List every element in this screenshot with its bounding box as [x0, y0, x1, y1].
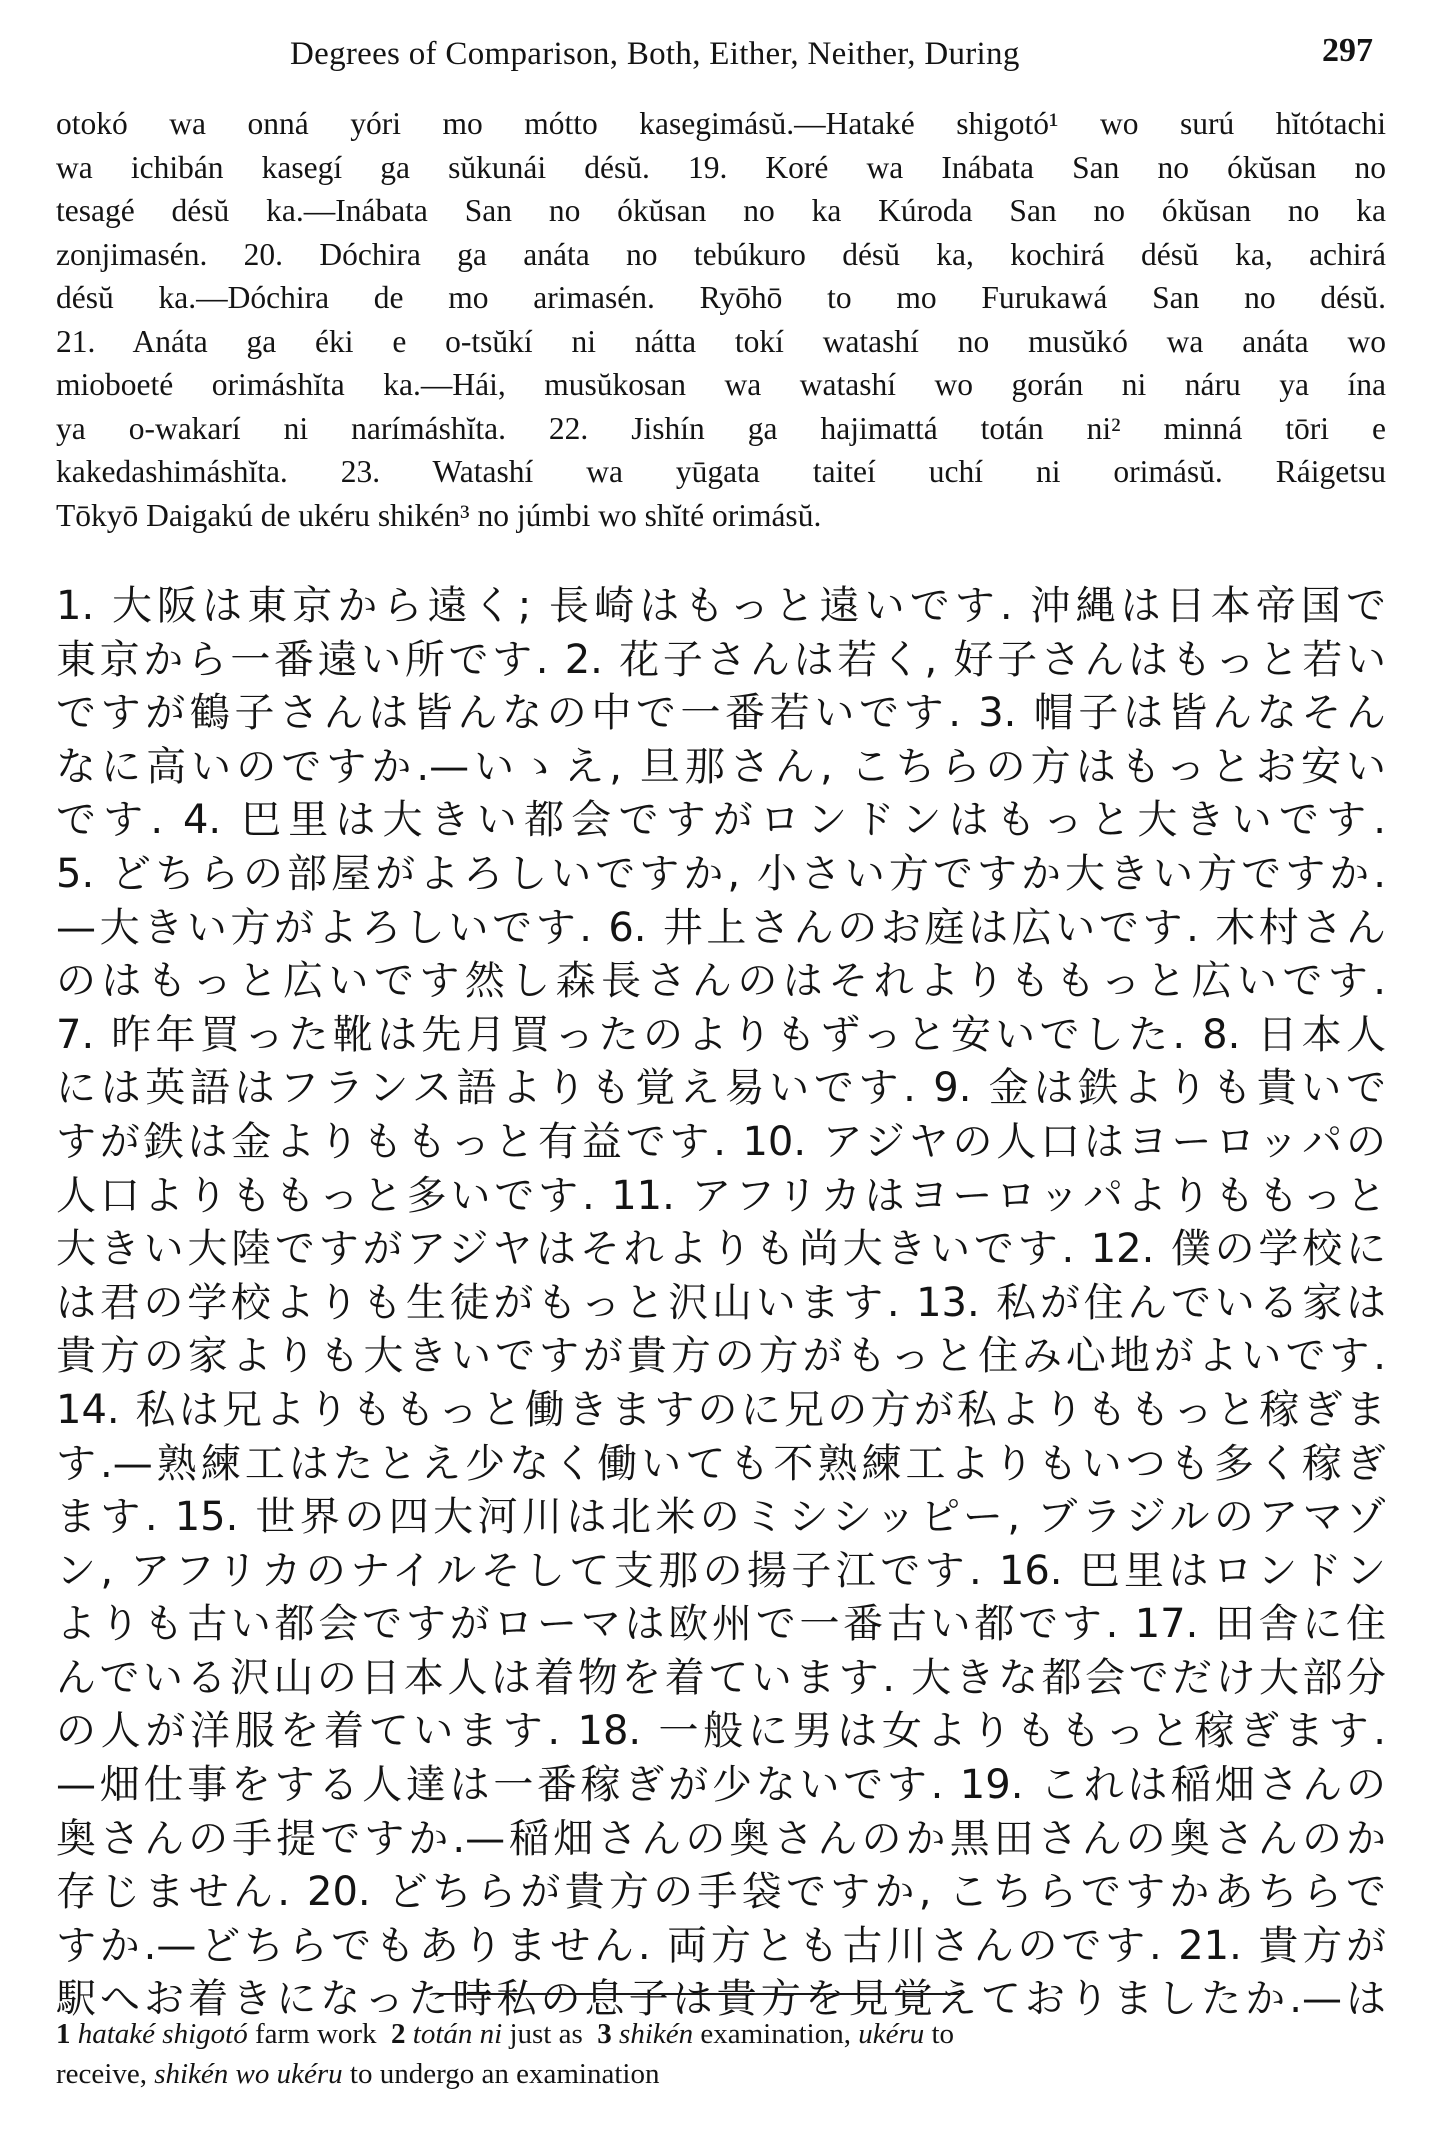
footnote-term: shikén: [619, 2018, 694, 2050]
japanese-line: 駅へお着きになった時私の息子は貴方を見覚えておりましたか.—は: [56, 1976, 1386, 2023]
japanese-line: には英語はフランス語よりも覚え易いです. 9. 金は鉄よりも貴いで: [56, 1065, 1386, 1112]
footnote-gloss: examination,: [700, 2018, 851, 2050]
page-number: 297: [1322, 32, 1373, 69]
japanese-line: んでいる沢山の日本人は着物を着ています. 大きな都会でだけ大部分: [56, 1654, 1386, 1701]
japanese-line: 14. 私は兄よりももっと働きますのに兄の方が私よりももっと稼ぎま: [56, 1386, 1386, 1433]
japanese-line: す.—熟練工はたとえ少なく働いても不熟練工よりもいつも多く稼ぎ: [56, 1440, 1386, 1487]
japanese-line: ですが鶴子さんは皆んなの中で一番若いです. 3. 帽子は皆んなそん: [56, 690, 1386, 737]
footnote-gloss: to undergo an examination: [349, 2058, 660, 2090]
japanese-line: 東京から一番遠い所です. 2. 花子さんは若く, 好子さんはもっと若い: [56, 636, 1386, 683]
footnote-term: hataké shigotó: [77, 2018, 248, 2050]
romaji-line: mioboeté orimáshĭta ka.—Hái, musŭkosan wa watashí wo gorán ni náru ya ína: [56, 367, 1386, 402]
romaji-line: 21. Anáta ga éki e o-tsŭkí ni nátta tokí watashí no musŭkó wa anáta wo: [56, 323, 1386, 359]
japanese-line: 大きい大陸ですがアジヤはそれよりも尚大きいです. 12. 僕の学校に: [56, 1226, 1386, 1273]
japanese-line: です. 4. 巴里は大きい都会ですがロンドンはもっと大きいです.: [56, 797, 1386, 844]
footnote-gloss: farm work: [254, 2018, 377, 2050]
japanese-line: 奥さんの手提ですか.—稲畑さんの奥さんのか黒田さんの奥さんのか: [56, 1815, 1386, 1862]
footnote-line: [56, 2054, 1386, 2094]
japanese-line: は君の学校よりも生徒がもっと沢山います. 13. 私が住んでいる家は: [56, 1279, 1386, 1326]
romaji-line: ya o-wakarí ni narímáshĭta. 22. Jishín ga hajimattá totán ni² minná tōri e: [56, 410, 1386, 446]
japanese-line: 1. 大阪は東京から遠く; 長崎はもっと遠いです. 沖縄は日本帝国で: [56, 583, 1386, 629]
footnote-number: 2: [391, 2018, 406, 2050]
japanese-line: —大きい方がよろしいです. 6. 井上さんのお庭は広いです. 木村さん: [56, 904, 1386, 951]
footnote-gloss: receive,: [56, 2058, 147, 2090]
footnote-term: ukéru: [858, 2018, 925, 2050]
japanese-line: 人口よりももっと多いです. 11. アフリカはヨーロッパよりももっと: [56, 1172, 1386, 1219]
romaji-line: Tōkyō Daigakú de ukéru shikén³ no júmbi wo shĭté orimásŭ.: [56, 497, 822, 533]
romaji-line: zonjimasén. 20. Dóchira ga anáta no tebúkuro désŭ ka, kochirá désŭ ka, achirá: [56, 236, 1386, 272]
japanese-line: のはもっと広いです然し森長さんのはそれよりももっと広いです.: [56, 958, 1386, 1005]
romaji-line: wa ichibán kasegí ga sŭkunái désŭ. 19. Koré wa Inábata San no ókŭsan no: [56, 149, 1386, 185]
footnote-term: totán ni: [412, 2018, 503, 2050]
japanese-line: の人が洋服を着ています. 18. 一般に男は女よりももっと稼ぎます.: [56, 1708, 1386, 1755]
footnote-line: [56, 2014, 1386, 2054]
running-header: [0, 32, 1434, 82]
romaji-line: kakedashimáshĭta. 23. Watashí wa yūgata taiteí uchí ni orimásŭ. Ráigetsu: [56, 454, 1386, 489]
japanese-line: すか.—どちらでもありません. 両方とも古川さんのです. 21. 貴方が: [56, 1922, 1386, 1969]
japanese-line: 7. 昨年買った靴は先月買ったのよりもずっと安いでした. 8. 日本人: [56, 1011, 1386, 1058]
running-title: Degrees of Comparison, Both, Either, Neither, During: [290, 36, 1020, 72]
japanese-line: なに高いのですか.—いゝえ, 旦那さん, こちらの方はもっとお安い: [56, 743, 1386, 790]
japanese-passage: [56, 580, 1386, 2027]
japanese-line: よりも古い都会ですがローマは欧州で一番古い都です. 17. 田舎に住: [56, 1601, 1386, 1648]
romaji-line: désŭ ka.—Dóchira de mo arimasén. Ryōhō to mo Furukawá San no désŭ.: [56, 280, 1386, 315]
romaji-line: otokó wa onná yóri mo mótto kasegimásŭ.—Hataké shigotó¹ wo surú hĭtótachi: [56, 106, 1386, 141]
footnote-term: shikén wo ukéru: [154, 2058, 343, 2090]
japanese-line: 貴方の家よりも大きいですが貴方の方がもっと住み心地がよいです.: [56, 1333, 1386, 1380]
romaji-line: tesagé désŭ ka.—Inábata San no ókŭsan no ka Kúroda San no ókŭsan no ka: [56, 193, 1386, 228]
footnote-gloss: just as: [509, 2018, 583, 2050]
japanese-line: —畑仕事をする人達は一番稼ぎが少ないです. 19. これは稲畑さんの: [56, 1762, 1386, 1809]
footnotes: [56, 2014, 1386, 2094]
japanese-line: 存じません. 20. どちらが貴方の手袋ですか, こちらですかあちらで: [56, 1869, 1386, 1916]
footnote-number: 3: [597, 2018, 612, 2050]
romaji-passage: [56, 102, 1386, 537]
japanese-line: すが鉄は金よりももっと有益です. 10. アジヤの人口はヨーロッパの: [56, 1118, 1386, 1165]
footnote-gloss: to: [931, 2018, 955, 2050]
japanese-line: ます. 15. 世界の四大河川は北米のミシシッピー, ブラジルのアマゾ: [56, 1494, 1386, 1541]
footnote-number: 1: [56, 2018, 71, 2050]
japanese-line: 5. どちらの部屋がよろしいですか, 小さい方ですか大きい方ですか.: [56, 850, 1386, 897]
footnote-divider: [440, 1993, 960, 1995]
japanese-line: ン, アフリカのナイルそして支那の揚子江です. 16. 巴里はロンドン: [56, 1547, 1386, 1594]
